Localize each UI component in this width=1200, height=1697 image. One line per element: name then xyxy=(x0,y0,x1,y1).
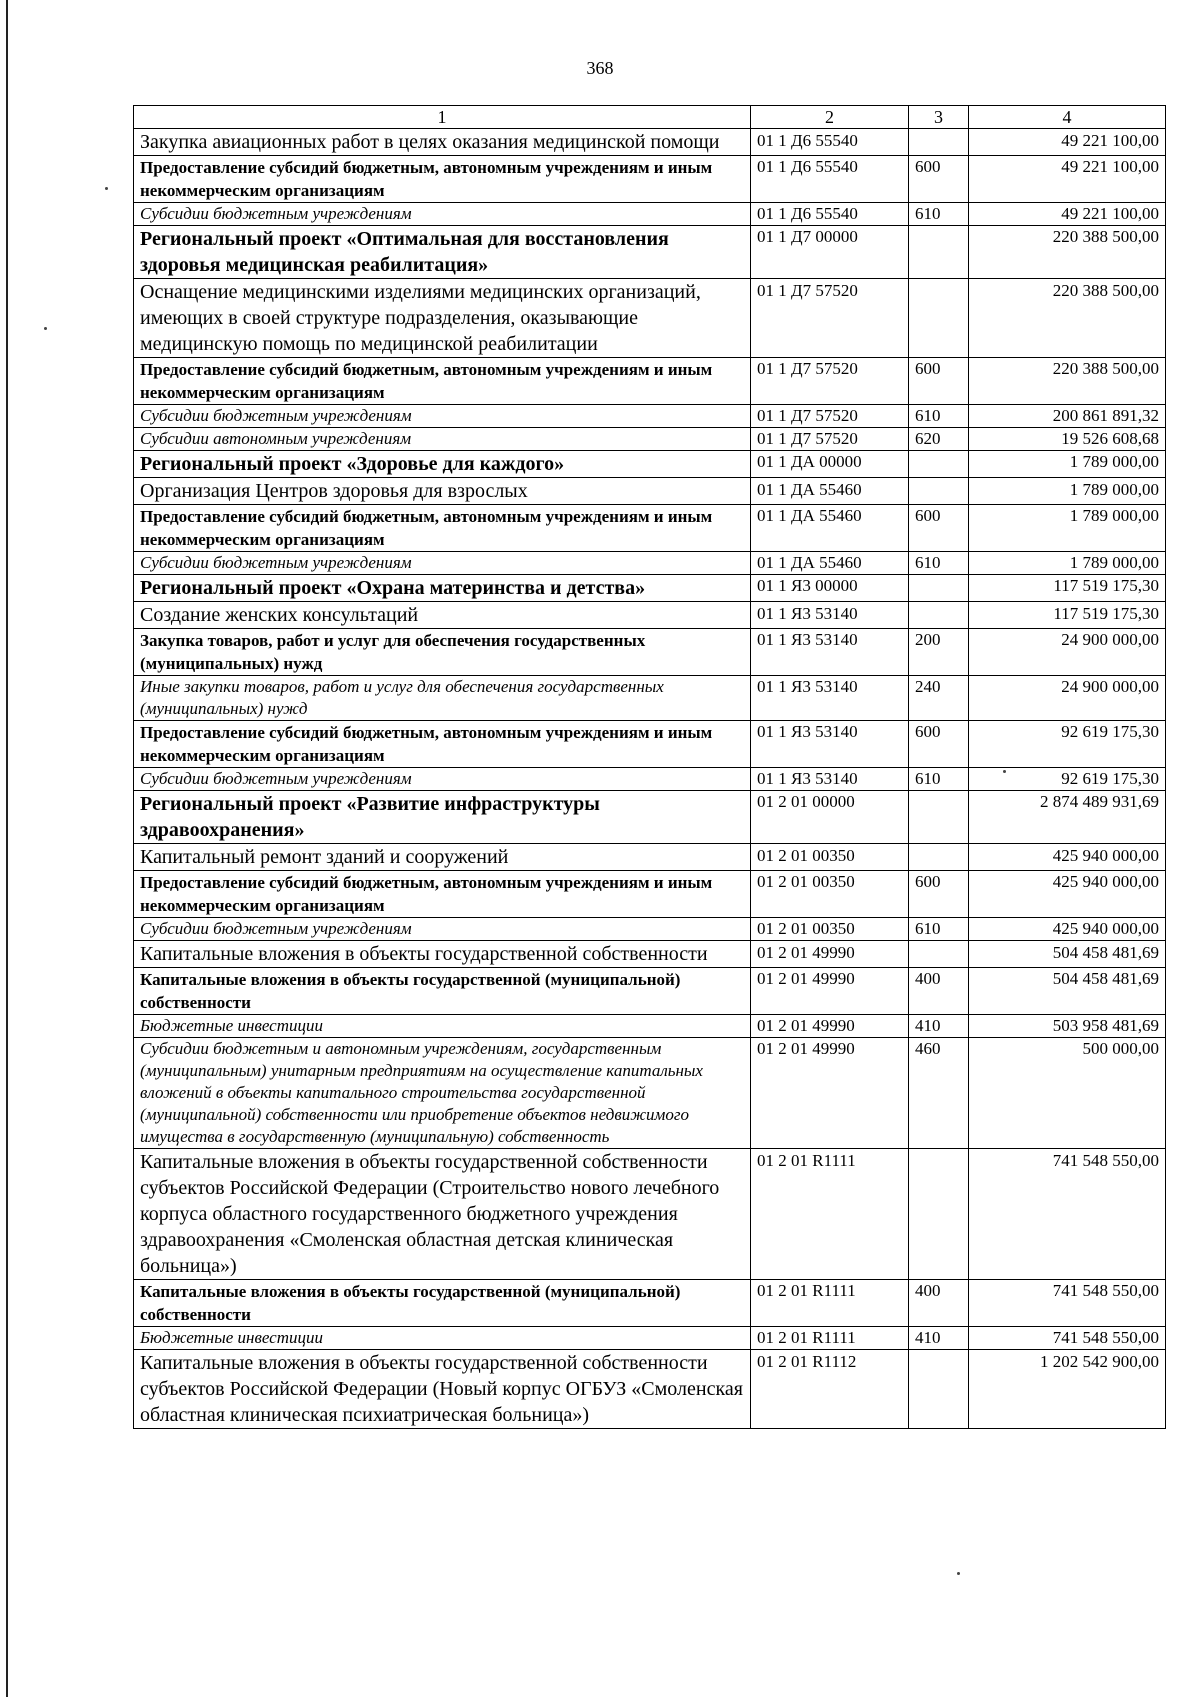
table-row xyxy=(134,768,1166,791)
table-row xyxy=(134,575,1166,602)
row-vr: 400 xyxy=(909,968,969,1015)
row-amount: 1 789 000,00 xyxy=(969,451,1166,478)
row-amount: 117 519 175,30 xyxy=(969,602,1166,629)
row-vr: 610 xyxy=(909,768,969,791)
table-row xyxy=(134,721,1166,768)
budget-table-body xyxy=(134,106,1166,1429)
row-vr: 200 xyxy=(909,629,969,676)
row-amount: 49 221 100,00 xyxy=(969,203,1166,226)
row-amount: 1 789 000,00 xyxy=(969,505,1166,552)
scan-speck xyxy=(44,327,47,330)
row-vr: 240 xyxy=(909,676,969,721)
row-name: Закупка товаров, работ и услуг для обеспечения государственных (муниципальных) нужд xyxy=(134,629,751,676)
row-code: 01 1 Д7 00000 xyxy=(751,226,909,279)
table-row xyxy=(134,629,1166,676)
header-col-2: 2 xyxy=(751,106,909,129)
row-vr xyxy=(909,575,969,602)
row-name: Предоставление субсидий бюджетным, автономным учреждениям и иным некоммерческим организациям xyxy=(134,358,751,405)
header-col-1: 1 xyxy=(134,106,751,129)
budget-table xyxy=(133,105,1166,1429)
table-row xyxy=(134,941,1166,968)
table-row xyxy=(134,871,1166,918)
row-code: 01 1 Я3 53140 xyxy=(751,602,909,629)
row-code: 01 1 Я3 53140 xyxy=(751,676,909,721)
table-row xyxy=(134,1350,1166,1429)
row-name: Бюджетные инвестиции xyxy=(134,1015,751,1038)
row-amount: 92 619 175,30 xyxy=(969,721,1166,768)
table-row xyxy=(134,478,1166,505)
row-vr: 410 xyxy=(909,1015,969,1038)
row-amount: 1 202 542 900,00 xyxy=(969,1350,1166,1429)
row-name: Бюджетные инвестиции xyxy=(134,1327,751,1350)
table-row xyxy=(134,226,1166,279)
scan-speck xyxy=(105,187,108,190)
row-name: Субсидии бюджетным учреждениям xyxy=(134,552,751,575)
row-amount: 200 861 891,32 xyxy=(969,405,1166,428)
scan-speck xyxy=(1003,770,1006,773)
scan-speck xyxy=(957,1572,960,1575)
row-name: Предоставление субсидий бюджетным, автономным учреждениям и иным некоммерческим организациям xyxy=(134,871,751,918)
row-amount: 117 519 175,30 xyxy=(969,575,1166,602)
row-amount: 24 900 000,00 xyxy=(969,676,1166,721)
row-code: 01 1 Д6 55540 xyxy=(751,203,909,226)
row-name: Капитальные вложения в объекты государственной собственности xyxy=(134,941,751,968)
row-code: 01 1 Я3 00000 xyxy=(751,575,909,602)
row-code: 01 1 ДА 55460 xyxy=(751,552,909,575)
row-amount: 500 000,00 xyxy=(969,1038,1166,1149)
row-vr: 600 xyxy=(909,156,969,203)
row-code: 01 1 Я3 53140 xyxy=(751,721,909,768)
table-row xyxy=(134,676,1166,721)
table-row xyxy=(134,1038,1166,1149)
table-row xyxy=(134,358,1166,405)
row-name: Создание женских консультаций xyxy=(134,602,751,629)
table-row xyxy=(134,1015,1166,1038)
row-name: Оснащение медицинскими изделиями медицинских организаций, имеющих в своей структуре подразделения, оказывающие медицинскую помощь по медицинской реабилитации xyxy=(134,279,751,358)
row-vr: 460 xyxy=(909,1038,969,1149)
scan-edge xyxy=(6,0,8,1697)
row-amount: 1 789 000,00 xyxy=(969,478,1166,505)
row-vr: 610 xyxy=(909,552,969,575)
header-col-4: 4 xyxy=(969,106,1166,129)
row-name: Предоставление субсидий бюджетным, автономным учреждениям и иным некоммерческим организациям xyxy=(134,721,751,768)
row-vr xyxy=(909,602,969,629)
row-vr xyxy=(909,129,969,156)
row-code: 01 1 Д6 55540 xyxy=(751,129,909,156)
row-code: 01 1 Д7 57520 xyxy=(751,279,909,358)
row-amount: 425 940 000,00 xyxy=(969,918,1166,941)
table-row xyxy=(134,918,1166,941)
row-vr: 610 xyxy=(909,918,969,941)
row-name: Региональный проект «Оптимальная для восстановления здоровья медицинская реабилитация» xyxy=(134,226,751,279)
row-code: 01 2 01 49990 xyxy=(751,941,909,968)
row-name: Организация Центров здоровья для взрослых xyxy=(134,478,751,505)
row-name: Предоставление субсидий бюджетным, автономным учреждениям и иным некоммерческим организациям xyxy=(134,505,751,552)
row-code: 01 1 Д7 57520 xyxy=(751,428,909,451)
row-vr xyxy=(909,478,969,505)
header-col-3: 3 xyxy=(909,106,969,129)
row-code: 01 2 01 00350 xyxy=(751,918,909,941)
row-code: 01 2 01 00350 xyxy=(751,844,909,871)
row-name: Иные закупки товаров, работ и услуг для обеспечения государственных (муниципальных) нужд xyxy=(134,676,751,721)
row-amount: 503 958 481,69 xyxy=(969,1015,1166,1038)
row-code: 01 2 01 R1111 xyxy=(751,1280,909,1327)
row-amount: 220 388 500,00 xyxy=(969,279,1166,358)
row-name: Субсидии бюджетным учреждениям xyxy=(134,768,751,791)
row-amount: 220 388 500,00 xyxy=(969,226,1166,279)
table-row xyxy=(134,428,1166,451)
row-code: 01 1 Я3 53140 xyxy=(751,768,909,791)
row-name: Закупка авиационных работ в целях оказания медицинской помощи xyxy=(134,129,751,156)
row-amount: 504 458 481,69 xyxy=(969,941,1166,968)
table-row xyxy=(134,279,1166,358)
row-code: 01 1 Д7 57520 xyxy=(751,358,909,405)
row-name: Капитальные вложения в объекты государственной собственности субъектов Российской Федерации (Строительство нового лечебного корпуса областного государственного бюджетного учреждения здравоохранения «Смоленская областная детская клиническая больница») xyxy=(134,1149,751,1280)
table-row xyxy=(134,129,1166,156)
table-row xyxy=(134,156,1166,203)
row-code: 01 2 01 00350 xyxy=(751,871,909,918)
row-amount: 741 548 550,00 xyxy=(969,1149,1166,1280)
row-vr xyxy=(909,1350,969,1429)
row-amount: 2 874 489 931,69 xyxy=(969,791,1166,844)
row-vr: 400 xyxy=(909,1280,969,1327)
table-header-row xyxy=(134,106,1166,129)
table-row xyxy=(134,602,1166,629)
row-vr xyxy=(909,279,969,358)
table-row xyxy=(134,451,1166,478)
row-amount: 92 619 175,30 xyxy=(969,768,1166,791)
row-vr xyxy=(909,226,969,279)
row-code: 01 2 01 R1112 xyxy=(751,1350,909,1429)
table-row xyxy=(134,1149,1166,1280)
row-code: 01 2 01 R1111 xyxy=(751,1327,909,1350)
row-amount: 1 789 000,00 xyxy=(969,552,1166,575)
row-vr: 600 xyxy=(909,721,969,768)
row-vr: 610 xyxy=(909,405,969,428)
row-amount: 741 548 550,00 xyxy=(969,1327,1166,1350)
row-amount: 19 526 608,68 xyxy=(969,428,1166,451)
row-vr xyxy=(909,941,969,968)
row-vr xyxy=(909,791,969,844)
page-number: 368 xyxy=(586,58,614,78)
row-name: Субсидии бюджетным и автономным учреждениям, государственным (муниципальным) унитарным предприятиям на осуществление капитальных вложений в объекты капитального строительства государственной (муниципальной) собственности или приобретение объектов недвижимого имущества в государственную (муниципальную) собственность xyxy=(134,1038,751,1149)
row-name: Капитальные вложения в объекты государственной собственности субъектов Российской Федерации (Новый корпус ОГБУЗ «Смоленская областная клиническая психиатрическая больница») xyxy=(134,1350,751,1429)
row-amount: 741 548 550,00 xyxy=(969,1280,1166,1327)
row-name: Капитальные вложения в объекты государственной (муниципальной) собственности xyxy=(134,968,751,1015)
row-name: Предоставление субсидий бюджетным, автономным учреждениям и иным некоммерческим организациям xyxy=(134,156,751,203)
row-amount: 504 458 481,69 xyxy=(969,968,1166,1015)
row-name: Субсидии бюджетным учреждениям xyxy=(134,203,751,226)
row-vr xyxy=(909,844,969,871)
table-row xyxy=(134,1280,1166,1327)
row-amount: 220 388 500,00 xyxy=(969,358,1166,405)
row-name: Региональный проект «Охрана материнства и детства» xyxy=(134,575,751,602)
row-name: Капитальный ремонт зданий и сооружений xyxy=(134,844,751,871)
row-code: 01 1 Я3 53140 xyxy=(751,629,909,676)
table-row xyxy=(134,203,1166,226)
table-row xyxy=(134,844,1166,871)
row-amount: 49 221 100,00 xyxy=(969,129,1166,156)
row-code: 01 1 Д7 57520 xyxy=(751,405,909,428)
row-vr: 610 xyxy=(909,203,969,226)
row-name: Капитальные вложения в объекты государственной (муниципальной) собственности xyxy=(134,1280,751,1327)
row-code: 01 1 ДА 55460 xyxy=(751,478,909,505)
row-name: Региональный проект «Здоровье для каждого» xyxy=(134,451,751,478)
row-vr: 600 xyxy=(909,358,969,405)
row-code: 01 1 ДА 00000 xyxy=(751,451,909,478)
row-name: Субсидии бюджетным учреждениям xyxy=(134,405,751,428)
row-code: 01 1 Д6 55540 xyxy=(751,156,909,203)
table-row xyxy=(134,1327,1166,1350)
row-amount: 425 940 000,00 xyxy=(969,844,1166,871)
row-amount: 425 940 000,00 xyxy=(969,871,1166,918)
table-row xyxy=(134,968,1166,1015)
row-vr: 410 xyxy=(909,1327,969,1350)
table-row xyxy=(134,505,1166,552)
table-row xyxy=(134,405,1166,428)
row-vr: 600 xyxy=(909,871,969,918)
row-vr: 620 xyxy=(909,428,969,451)
row-code: 01 2 01 49990 xyxy=(751,1038,909,1149)
table-row xyxy=(134,552,1166,575)
table-row xyxy=(134,791,1166,844)
row-vr xyxy=(909,451,969,478)
row-code: 01 2 01 R1111 xyxy=(751,1149,909,1280)
row-vr xyxy=(909,1149,969,1280)
row-code: 01 2 01 00000 xyxy=(751,791,909,844)
row-name: Региональный проект «Развитие инфраструктуры здравоохранения» xyxy=(134,791,751,844)
row-name: Субсидии бюджетным учреждениям xyxy=(134,918,751,941)
row-vr: 600 xyxy=(909,505,969,552)
row-name: Субсидии автономным учреждениям xyxy=(134,428,751,451)
row-code: 01 2 01 49990 xyxy=(751,968,909,1015)
row-amount: 24 900 000,00 xyxy=(969,629,1166,676)
row-code: 01 2 01 49990 xyxy=(751,1015,909,1038)
row-code: 01 1 ДА 55460 xyxy=(751,505,909,552)
row-amount: 49 221 100,00 xyxy=(969,156,1166,203)
